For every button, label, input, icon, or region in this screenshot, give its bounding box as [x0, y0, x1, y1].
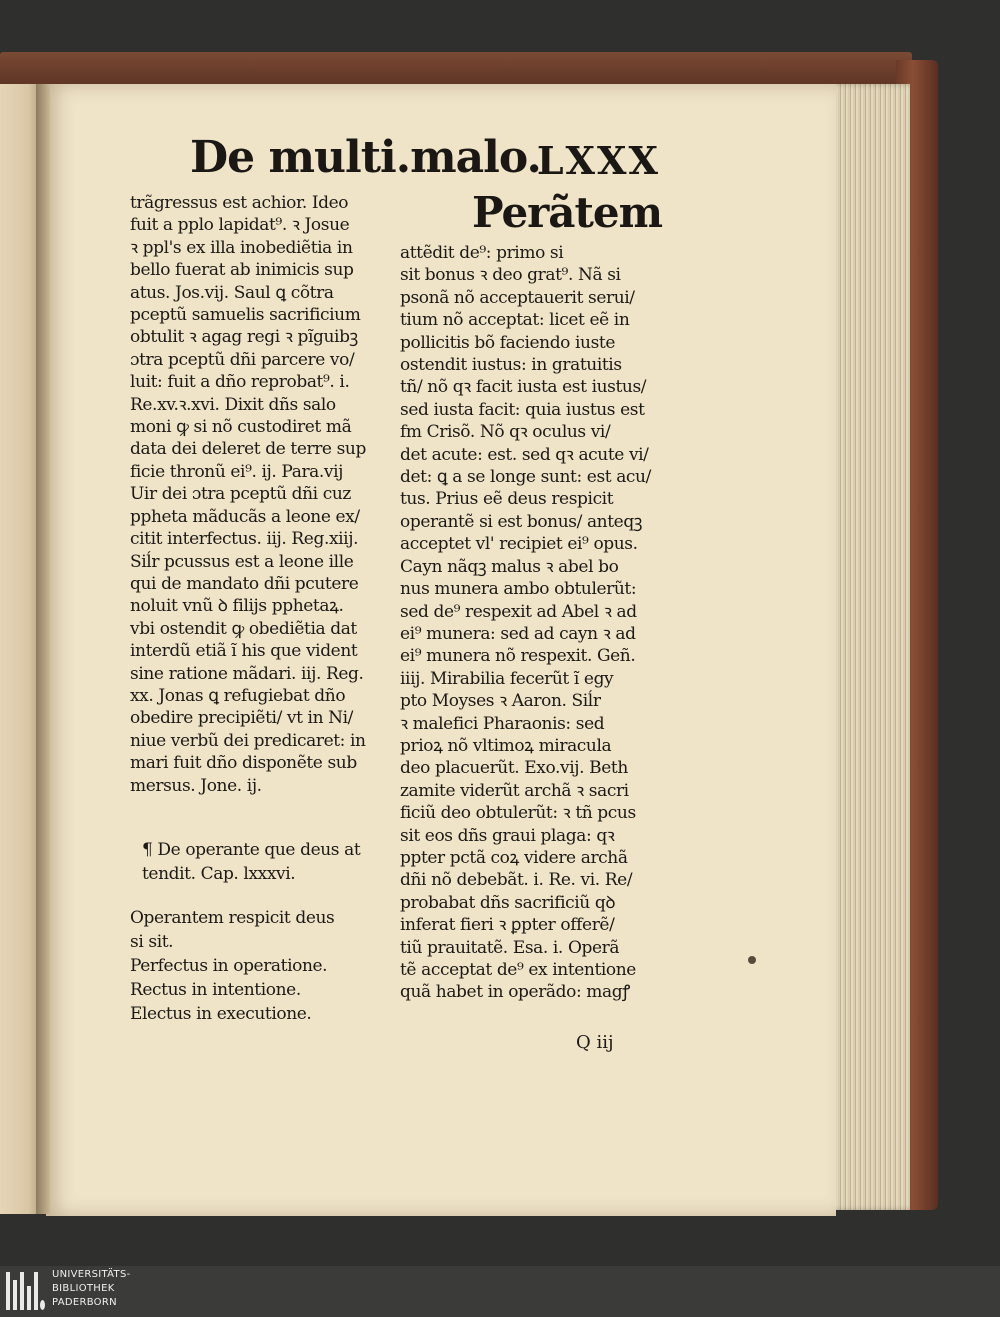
text-line: pto Moyses ꝛ Aaron. Siĺr: [400, 691, 601, 712]
chapter-heading-line: tendit. Cap. lxxxvi.: [142, 864, 296, 884]
text-line: iiij. Mirabilia fecerũt ĩ egy: [400, 668, 614, 689]
text-line: obtulit ꝛ agag regi ꝛ pĩguibꝫ: [130, 327, 358, 348]
text-line: dñi nõ debebãt. i. Re. vi. Re/: [400, 870, 633, 891]
text-line: quã habet in operãdo: magꝭ: [400, 982, 630, 1003]
text-line: atus. Jos.vij. Saul ꝗ cõtra: [130, 282, 334, 303]
text-line: det: ꝗ a se longe sunt: est acu/: [400, 467, 651, 488]
text-line: vbi ostendit ꝙ obediẽtia dat: [130, 618, 357, 639]
text-line: fuit a pplo lapidat⁹. ꝛ Josue: [130, 215, 350, 236]
paper-spot: [748, 956, 756, 964]
outline-line: Electus in executione.: [130, 1004, 312, 1024]
library-logo-icon: [6, 1272, 44, 1310]
text-line: ei⁹ munera: sed ad cayn ꝛ ad: [400, 623, 636, 644]
text-line: deo placuerũt. Exo.vij. Beth: [400, 758, 628, 779]
text-line: xx. Jonas ꝗ refugiebat dño: [130, 685, 346, 706]
text-line: attẽdit de⁹: primo si: [400, 243, 564, 263]
text-line: trãgressus est achior. Ideo: [130, 193, 349, 213]
text-line: mari fuit dño disponẽte sub: [130, 753, 357, 774]
chapter-heading-line: ¶ De operante que deus at: [142, 840, 361, 860]
chapter-initial-word: Perãtem: [472, 188, 663, 237]
text-line: ꝛ malefici Pharaonis: sed: [400, 713, 605, 734]
chapter-outline: [130, 906, 390, 1026]
outline-line: si sit.: [130, 932, 174, 952]
text-line: Re.xv.ꝛ.xvi. Dixit dñs salo: [130, 394, 336, 415]
text-line: psonã nõ acceptauerit serui/: [400, 287, 635, 308]
text-line: tium nõ acceptat: licet eẽ in: [400, 310, 630, 331]
page-header: [190, 132, 660, 188]
text-line: ostendit iustus: in gratuitis: [400, 355, 622, 376]
text-line: bello fuerat ab inimicis sup: [130, 260, 354, 281]
book-cover-top: [0, 52, 912, 86]
chapter-heading: [142, 838, 392, 886]
text-line: tñ/ nõ qꝛ facit iusta est iustus/: [400, 377, 647, 398]
text-line: pollicitis bõ faciendo iuste: [400, 332, 616, 353]
text-line: zamite viderũt archã ꝛ sacri: [400, 780, 629, 801]
text-line: inferat fieri ꝛ ꝑpter offerẽ/: [400, 915, 615, 936]
library-name: [52, 1268, 131, 1310]
outline-line: Operantem respicit deus: [130, 908, 335, 928]
text-line: pceptũ samuelis sacrificium: [130, 305, 361, 326]
text-line: det acute: est. sed qꝛ acute vi/: [400, 444, 649, 465]
text-line: tus. Prius eẽ deus respicit: [400, 489, 614, 510]
text-line: ei⁹ munera nõ respexit. Geñ.: [400, 646, 636, 667]
library-name-line-2: BIBLIOTHEK: [52, 1283, 115, 1294]
text-line: luit: fuit a dño reprobat⁹. i.: [130, 372, 350, 393]
text-line: interdũ etiã ĩ his que vident: [130, 641, 358, 662]
text-line: Uir dei ɔtra pceptũ dñi cuz: [130, 484, 351, 505]
text-line: data dei deleret de terre sup: [130, 439, 366, 460]
text-line: moni ꝙ si nõ custodiret mã: [130, 417, 352, 438]
text-line: ɔtra pceptũ dñi parcere vo/: [130, 349, 355, 370]
text-line: operantẽ si est bonus/ anteqꝫ: [400, 511, 643, 532]
text-line: Siĺr pcussus est a leone ille: [130, 551, 354, 572]
library-name-line-1: UNIVERSITÄTS-: [52, 1269, 131, 1280]
text-line: sit eos dñs graui plaga: qꝛ: [400, 825, 615, 846]
text-line: qui de mandato dñi pcutere: [130, 573, 359, 594]
folio-number: LXXX: [536, 138, 660, 183]
outline-line: Rectus in intentione.: [130, 980, 301, 1000]
page-edges: [828, 84, 910, 1210]
text-line: fm Crisõ. Nõ qꝛ oculus vi/: [400, 422, 611, 443]
text-line: citit interfectus. iij. Reg.xiij.: [130, 529, 359, 550]
text-line: mersus. Jone. ij.: [130, 775, 262, 796]
running-head: De multi.malo.: [190, 132, 541, 183]
text-line: tẽ acceptat de⁹ ex intentione: [400, 960, 636, 980]
right-text-column: [400, 242, 662, 1004]
text-line: tiũ prauitatẽ. Esa. i. Operã: [400, 937, 620, 958]
text-line: obedire precipiẽti/ vt in Ni/: [130, 708, 353, 729]
text-line: nus munera ambo obtulerũt:: [400, 579, 637, 600]
text-line: prioꝝ nõ vltimoꝝ miracula: [400, 735, 612, 756]
signature-mark: Q iij: [576, 1032, 614, 1053]
text-line: ficiũ deo obtulerũt: ꝛ tñ pcus: [400, 803, 636, 824]
text-line: probabat dñs sacrificiũ qꝺ: [400, 892, 616, 913]
text-line: ppheta mãducãs a leone ex/: [130, 506, 360, 527]
text-line: noluit vnũ ꝺ filijs pphetaꝝ.: [130, 596, 344, 617]
page-gutter: [36, 84, 50, 1214]
text-line: ꝛ ppl's ex illa inobediẽtia in: [130, 237, 353, 258]
text-line: sine ratione mãdari. iij. Reg.: [130, 663, 364, 684]
text-line: sed de⁹ respexit ad Abel ꝛ ad: [400, 601, 637, 622]
text-line: acceptet vl' recipiet ei⁹ opus.: [400, 534, 638, 555]
text-line: sed iusta facit: quia iustus est: [400, 399, 645, 420]
library-footer: [0, 1266, 1000, 1317]
library-name-line-3: PADERBORN: [52, 1297, 117, 1308]
text-line: ficie thronũ ei⁹. ij. Para.vij: [130, 461, 344, 482]
left-text-column: [130, 192, 392, 797]
text-line: ppter pctã coꝝ videre archã: [400, 847, 628, 868]
facing-page: [0, 84, 40, 1214]
text-line: niue verbũ dei predicaret: in: [130, 730, 366, 751]
text-line: sit bonus ꝛ deo grat⁹. Nã si: [400, 265, 621, 286]
text-line: Cayn nãqꝫ malus ꝛ abel bo: [400, 556, 619, 577]
outline-line: Perfectus in operatione.: [130, 956, 328, 976]
